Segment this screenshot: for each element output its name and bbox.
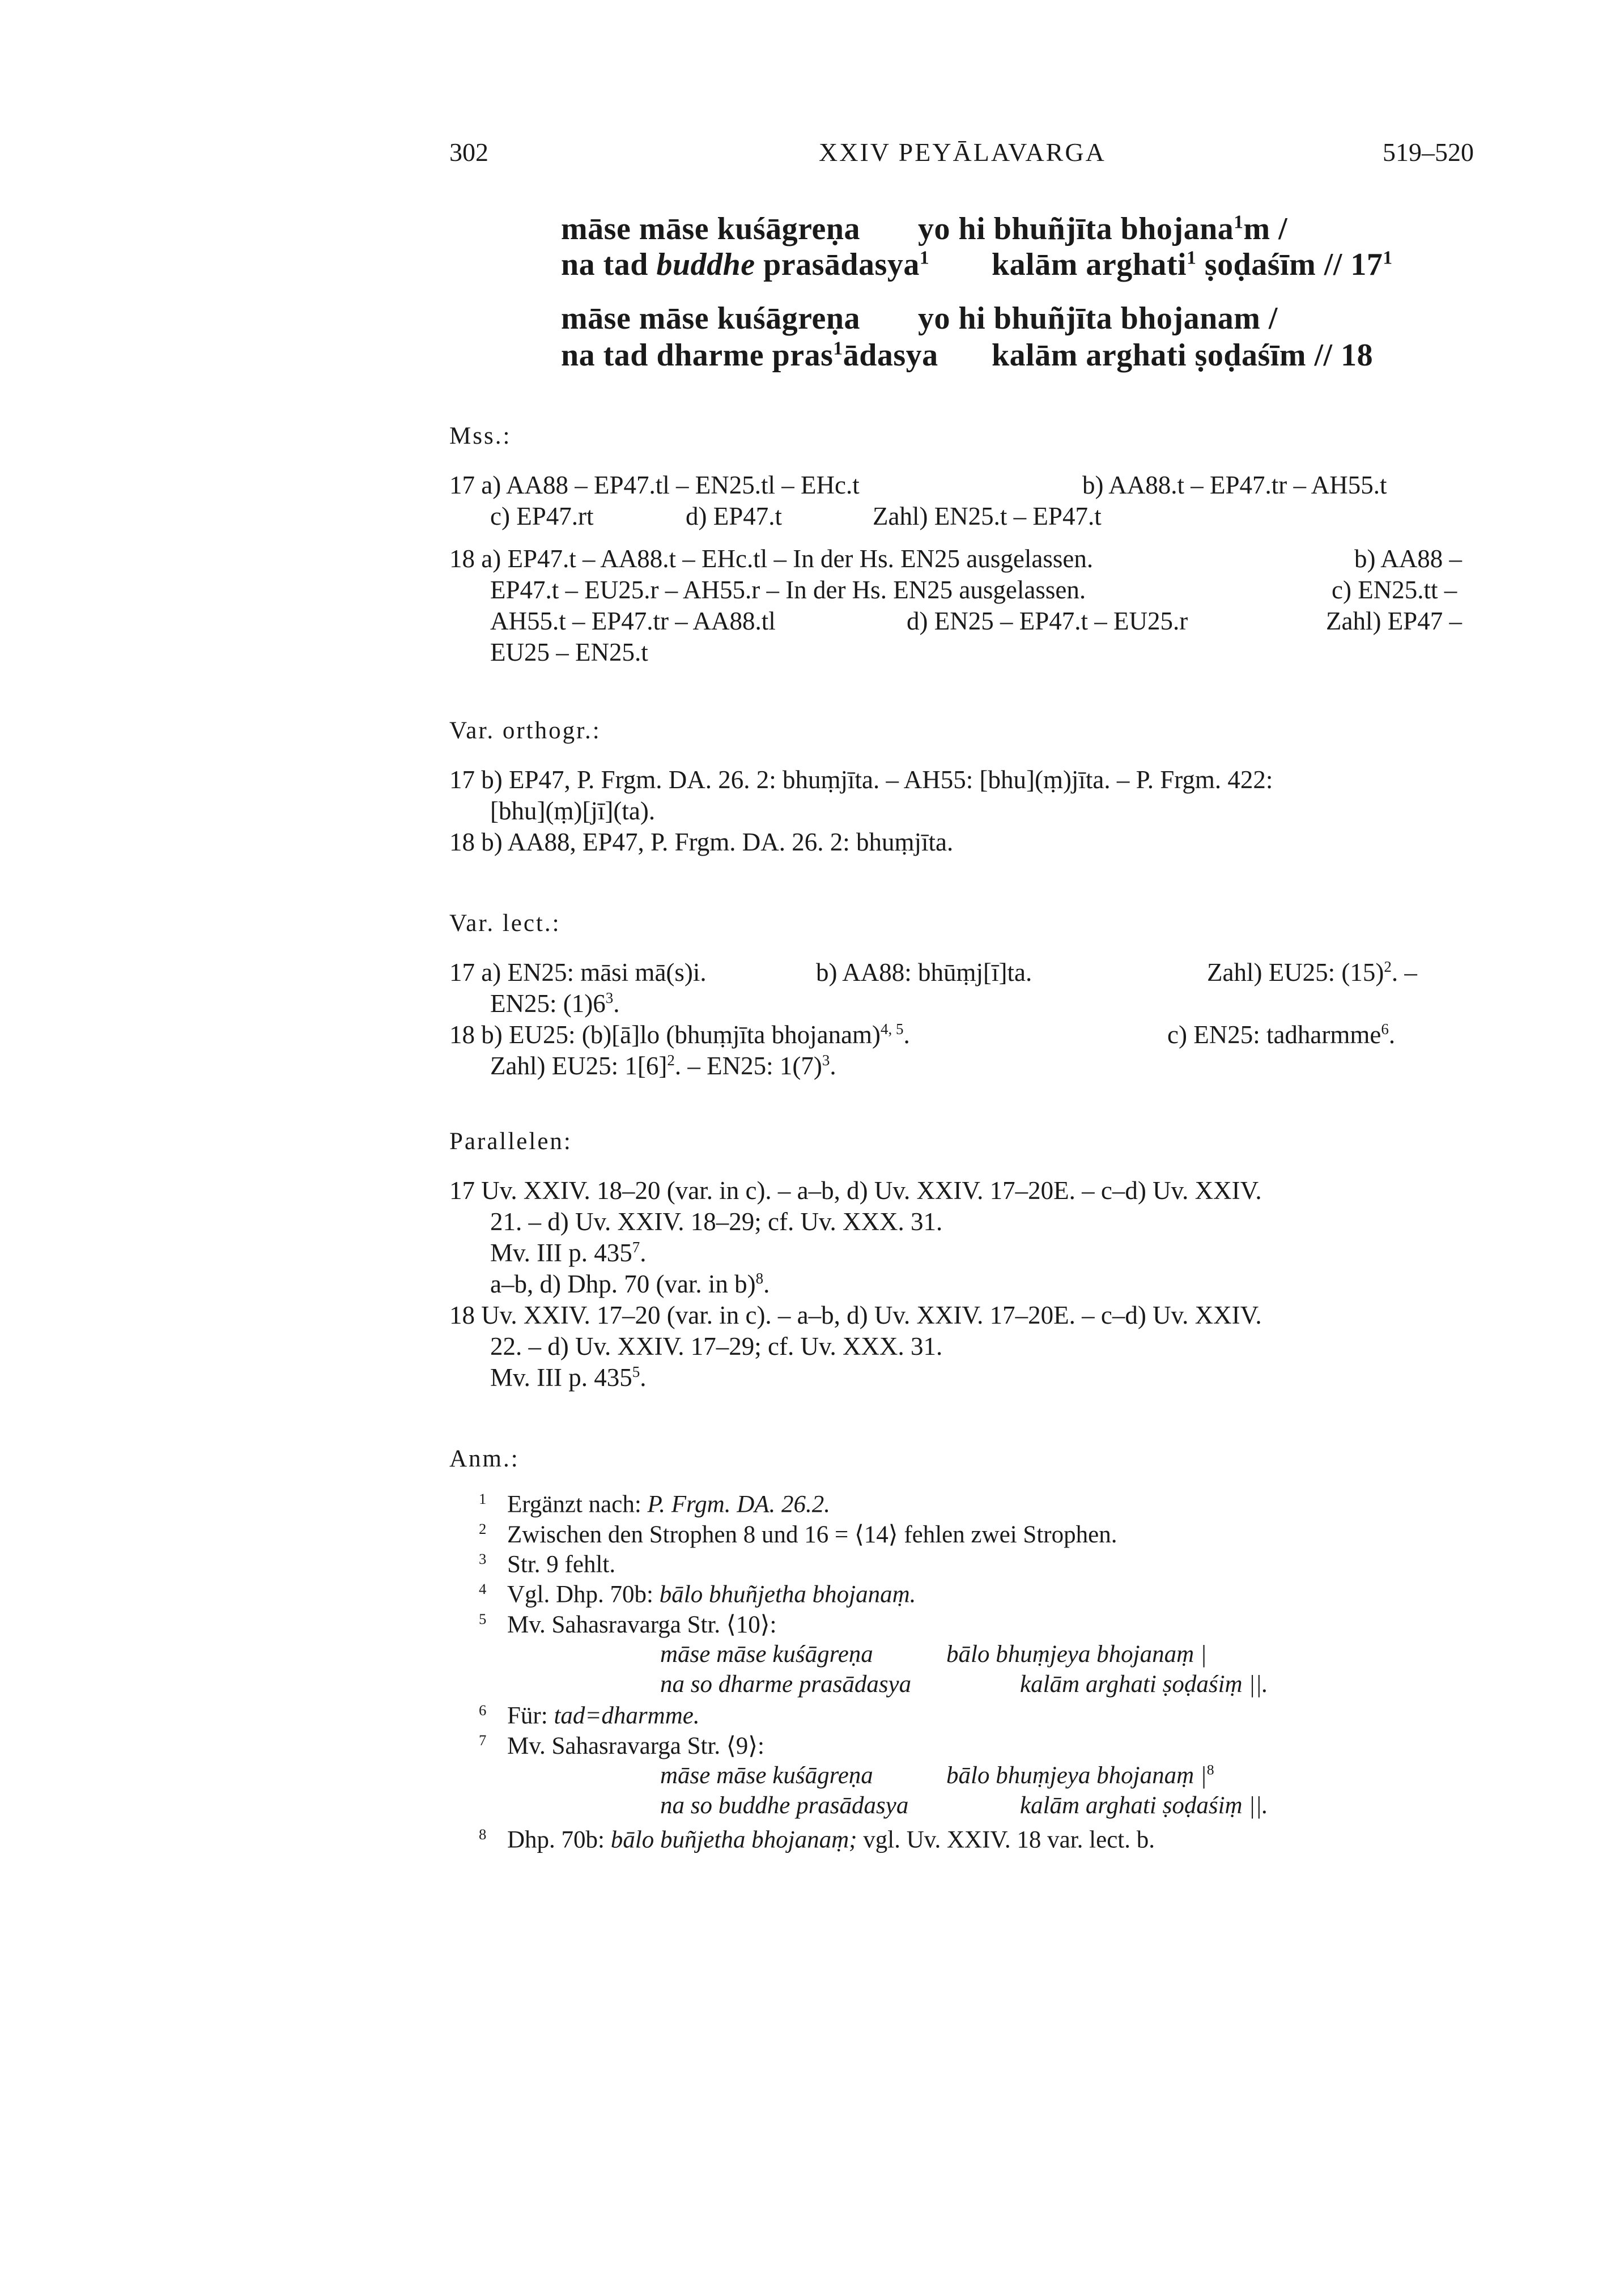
var-lect-heading: Var. lect.: <box>449 910 561 937</box>
verse-18-b-left: na tad dharme pras$^1$ādasya <box>561 338 938 373</box>
mss-line-1b: b) AA88.t – EP47.tr – AH55.t <box>1082 471 1387 499</box>
parallelen-heading: Parallelen: <box>449 1128 572 1155</box>
verse-18-a-right: yo hi bhuñjīta bhojanam / <box>918 301 1278 336</box>
mss-line-5c: Zahl) EP47 – <box>1326 607 1462 635</box>
parallelen-line-2: 21. – d) Uv. XXIV. 18–29; cf. Uv. XXX. 31. <box>490 1207 943 1236</box>
parallelen-line-5: 18 Uv. XXIV. 17–20 (var. in c). – a–b, d) Uv. XXIV. 17–20E. – c–d) Uv. XXIV. <box>449 1301 1262 1329</box>
note-7-verse-b-right: kalām arghati ṣoḍaśiṃ ||. <box>1020 1792 1268 1819</box>
anm-heading: Anm.: <box>449 1445 520 1472</box>
parallelen-line-3: Mv. III p. $435^7$. <box>490 1239 647 1267</box>
parallelen-line-4: a–b, d) Dhp. 70 (var. in b)$^8$. <box>490 1270 770 1298</box>
verse-range: 519–520 <box>1383 138 1474 167</box>
var-orthogr-heading: Var. orthogr.: <box>449 717 601 744</box>
note-1: 1 Ergänzt nach: P. Frgm. DA. 26.2. <box>479 1490 831 1518</box>
parallelen-line-7: Mv. III p. $435^5$. <box>490 1363 647 1392</box>
var-lect-line-2: EN25: $(1)6^3$. <box>490 989 620 1018</box>
mss-heading: Mss.: <box>449 423 512 449</box>
var-orthogr-line-3: 18 b) AA88, EP47, P. Frgm. DA. 26. 2: bhuṃjīta. <box>449 828 954 856</box>
var-lect-line-1a: 17 a) EN25: māsi mā(s)i. <box>449 958 707 987</box>
mss-line-6: EU25 – EN25.t <box>490 638 648 666</box>
var-lect-line-3b: c) EN25: tadharmme$^6$. <box>1167 1021 1396 1049</box>
verse-17-a-right: yo hi bhuñjīta bhojana$^1$m / <box>918 211 1288 246</box>
note-6: 6 Für: tad=dharmme. <box>479 1702 700 1729</box>
verse-17-a-left: māse māse kuśāgreṇa <box>561 211 861 246</box>
verse-18-b-right: kalām arghati ṣoḍaśīm // 18 <box>992 338 1374 373</box>
note-7-verse-a-right: bālo bhuṃjeya bhojanaṃ $|^8$ <box>946 1761 1214 1789</box>
note-5-verse-b-right: kalām arghati ṣoḍaśiṃ ||. <box>1020 1671 1268 1698</box>
running-title: XXIV PEYĀLAVARGA <box>819 138 1106 167</box>
mss-line-4: EP47.t – EU25.r – AH55.r – In der Hs. EN25 ausgelassen. <box>490 576 1086 604</box>
verse-17-b-right: kalām arghati$^1$ ṣoḍaśīm // $17^1$ <box>992 247 1393 282</box>
note-3: 3 Str. 9 fehlt. <box>479 1550 616 1578</box>
note-4: 4 Vgl. Dhp. 70b: bālo bhuñjetha bhojanaṃ. <box>479 1580 916 1608</box>
var-lect-line-1c: Zahl) EU25: $(15)^2$. – <box>1207 958 1417 987</box>
note-5: 5 Mv. Sahasravarga Str. ⟨10⟩: <box>479 1610 777 1638</box>
var-orthogr-line-1: 17 b) EP47, P. Frgm. DA. 26. 2: bhuṃjīta. – AH55: [bhu](ṃ)jīta. – P. Frgm. 422: <box>449 766 1273 794</box>
var-lect-line-1b: b) AA88: bhūṃj[ī]ta. <box>816 958 1032 987</box>
note-7-verse-a-left: māse māse kuśāgreṇa <box>660 1762 873 1789</box>
verse-17-b-left: na tad buddhe prasādasya$^1$ <box>561 247 930 282</box>
note-2: 2 Zwischen den Strophen 8 und 16 = ⟨14⟩ fehlen zwei Strophen. <box>479 1520 1117 1548</box>
mss-line-2: c) EP47.rt <box>490 502 594 530</box>
parallelen-line-1: 17 Uv. XXIV. 18–20 (var. in c). – a–b, d) Uv. XXIV. 17–20E. – c–d) Uv. XXIV. <box>449 1176 1262 1205</box>
note-5-verse-b-left: na so dharme prasādasya <box>660 1671 912 1698</box>
verse-18-a-left: māse māse kuśāgreṇa <box>561 301 861 336</box>
mss-line-3b: b) AA88 – <box>1354 545 1462 573</box>
mss-line-3: 18 a) EP47.t – AA88.t – EHc.tl – In der Hs. EN25 ausgelassen. <box>449 545 1094 573</box>
note-7: 7 Mv. Sahasravarga Str. ⟨9⟩: <box>479 1732 764 1759</box>
page-number: 302 <box>449 138 488 167</box>
note-8: 8 Dhp. 70b: bālo buñjetha bhojanaṃ; vgl. Uv. XXIV. 18 var. lect. b. <box>479 1826 1155 1853</box>
mss-line-5: AH55.t – EP47.tr – AA88.tl <box>490 607 776 635</box>
mss-line-2b: d) EP47.t <box>686 502 783 530</box>
mss-line-4b: c) EN25.tt – <box>1332 576 1457 604</box>
var-lect-line-4: Zahl) EU25: $1[6]^2$. – EN25: $1(7)^3$. <box>490 1052 836 1080</box>
mss-line-5b: d) EN25 – EP47.t – EU25.r <box>907 607 1188 635</box>
note-7-verse-b-left: na so buddhe prasādasya <box>660 1792 909 1819</box>
parallelen-line-6: 22. – d) Uv. XXIV. 17–29; cf. Uv. XXX. 31. <box>490 1332 943 1360</box>
mss-line-1: 17 a) AA88 – EP47.tl – EN25.tl – EHc.t <box>449 471 860 499</box>
note-5-verse-a-right: bālo bhuṃjeya bhojanaṃ | <box>946 1641 1207 1668</box>
var-lect-line-3a: 18 b) EU25: (b)[ā]lo (bhuṃjīta bhojanam)$^{4, 5}$. <box>449 1021 910 1049</box>
var-orthogr-line-2: [bhu](ṃ)[jī](ta). <box>490 797 656 825</box>
note-5-verse-a-left: māse māse kuśāgreṇa <box>660 1641 873 1668</box>
mss-line-2c: Zahl) EN25.t – EP47.t <box>873 502 1102 530</box>
